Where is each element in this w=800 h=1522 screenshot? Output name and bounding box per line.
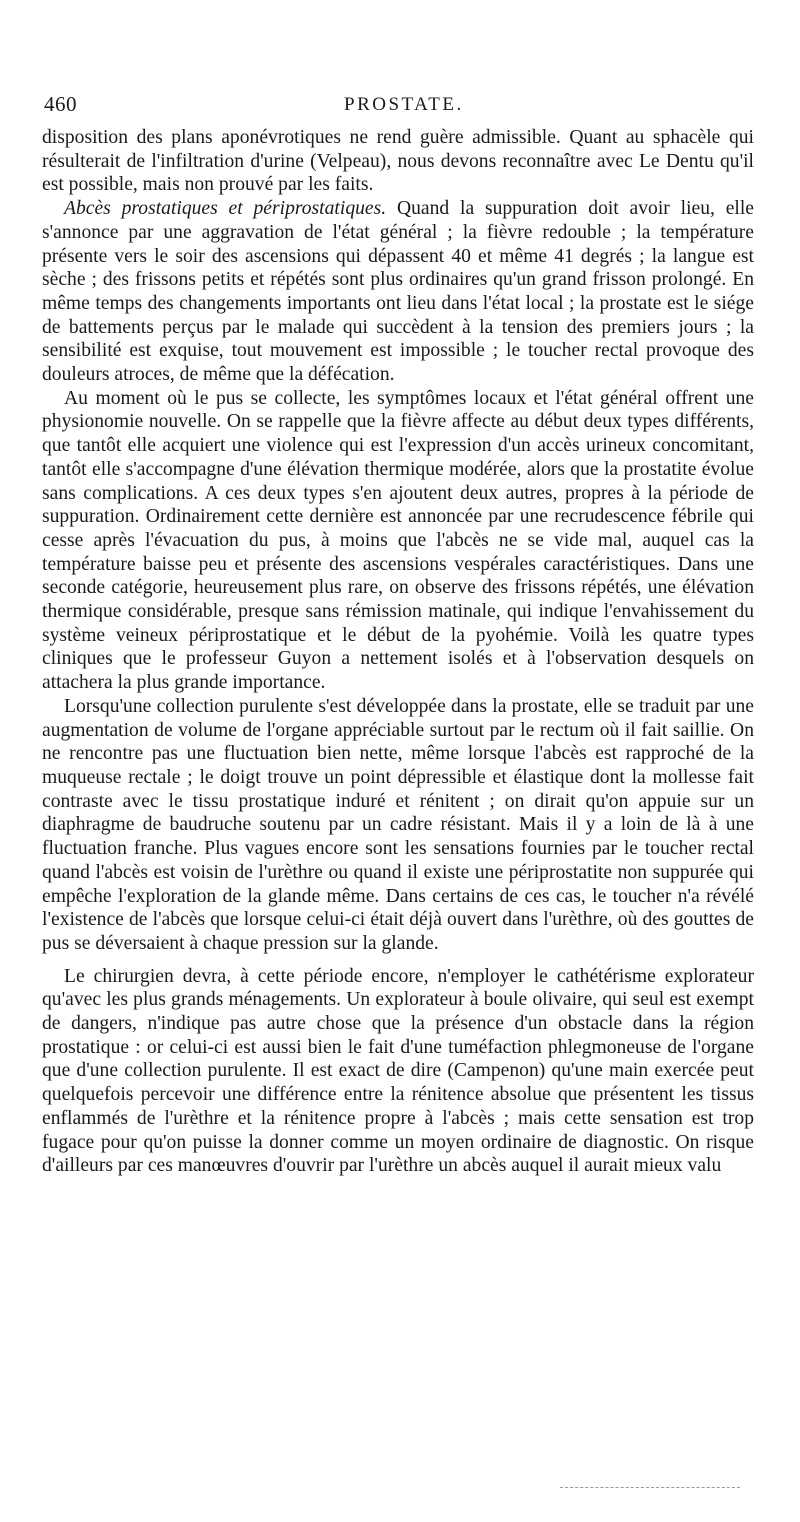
running-head: PROSTATE.: [344, 94, 464, 115]
paragraph-moment: [42, 387, 754, 695]
paragraph-chirurgien: [42, 965, 754, 1178]
paragraph-text: disposition des plans aponévrotiques ne rend guère admissible. Quant au sphacèle qui résulterait de l'infiltration d'urine (Velpeau), nous devons reconnaître avec Le Dentu qu'il est possible, mais non prouvé par les faits.: [42, 127, 754, 196]
paragraph-text: Lorsqu'une collection purulente s'est développée dans la prostate, elle se traduit par une augmentation de volume de l'organe appréciable surtout par le rectum où il fait saillie. On ne rencontre pas une fluctuation bien nette, même lorsque l'abcès est rapproché de la muqueuse rectale ; le doigt trouve un point dépressible et élastique dont la mollesse fait contraste avec le tissu prostatique induré et rénitent ; on dirait qu'on appuie sur un diaphragme de baudruche soutenu par un cadre résistant. Mais il y a loin de là à une fluctuation franche. Plus vagues encore sont les sensations fournies par le toucher rectal quand l'abcès est voisin de l'urèthre ou quand il existe une périprostatite non suppurée qui empêche l'exploration de la glande même. Dans certains de ces cas, le toucher n'a révélé l'existence de l'abcès que lorsque celui-ci était déjà ouvert dans l'urèthre, où des gouttes de pus se déversaient à chaque pression sur la glande.: [42, 695, 754, 954]
paragraph-collection: [42, 695, 754, 956]
paragraph-abces: [42, 197, 754, 387]
paragraph-continuation: [42, 126, 754, 197]
page-number: 460: [44, 92, 77, 116]
paragraph-text: Quand la suppuration doit avoir lieu, elle s'annonce par une aggravation de l'état général ; la fièvre redouble ; la température présente vers le soir des ascensions qui dépassent 40 et même 41 degrés ; la langue est sèche ; des frissons petits et répétés sont plus ordinaires qu'un grand frisson prolongé. En même temps des changements importants ont lieu dans l'état local ; la prostate est le siége de battements perçus par le malade qui succèdent à la tension des premiers jours ; la sensibilité est exquise, tout mouvement est impossible ; le toucher rectal provoque des douleurs atroces, de même que la défécation.: [42, 198, 754, 386]
page-header: [44, 92, 756, 122]
paragraph-text: Au moment où le pus se collecte, les symptômes locaux et l'état général offrent une physionomie nouvelle. On se rappelle que la fièvre affecte au début deux types différents, que tantôt elle acquiert une violence qui est l'expression d'un accès urineux concomitant, tantôt elle s'accompagne d'une élévation thermique modérée, alors que la prostatite évolue sans complications. A ces deux types s'en ajoutent deux autres, propres à la période de suppuration. Ordinairement cette dernière est annoncée par une recrudescence fébrile qui cesse après l'évacuation du pus, à moins que l'abcès ne se vide mal, auquel cas la température baisse peu et présente des ascensions vespérales caractéristiques. Dans une seconde catégorie, heureusement plus rare, on observe des frissons répétés, une élévation thermique considérable, presque sans rémission matinale, qui indique l'envahissement du système veineux périprostatique et le début de la pyohémie. Voilà les quatre types cliniques que le professeur Guyon a nettement isolés et à l'observation desquels on attachera la plus grande importance.: [42, 387, 754, 694]
scan-artifact-rule: [560, 1487, 740, 1488]
section-title: Abcès prostatiques et périprostatiques.: [64, 198, 387, 220]
paragraph-text: Le chirurgien devra, à cette période encore, n'employer le cathétérisme explorateur qu'avec les plus grands ménagements. Un explorateur à boule olivaire, qui seul est exempt de dangers, n'indique pas autre chose que la présence d'un obstacle dans la région prostatique : or celui-ci est aussi bien le fait d'une tuméfaction phlegmoneuse de l'organe que d'une collection purulente. Il est exact de dire (Campenon) qu'une main exercée peut quelquefois percevoir une différence entre la rénitence absolue que présentent les tissus enflammés de l'urèthre et la rénitence propre à l'abcès ; mais cette sensation est trop fugace pour qu'on puisse la donner comme un moyen ordinaire de diagnostic. On risque d'ailleurs par ces manœuvres d'ouvrir par l'urèthre un abcès auquel il aurait mieux valu: [42, 965, 754, 1177]
body-text: [42, 126, 754, 1178]
